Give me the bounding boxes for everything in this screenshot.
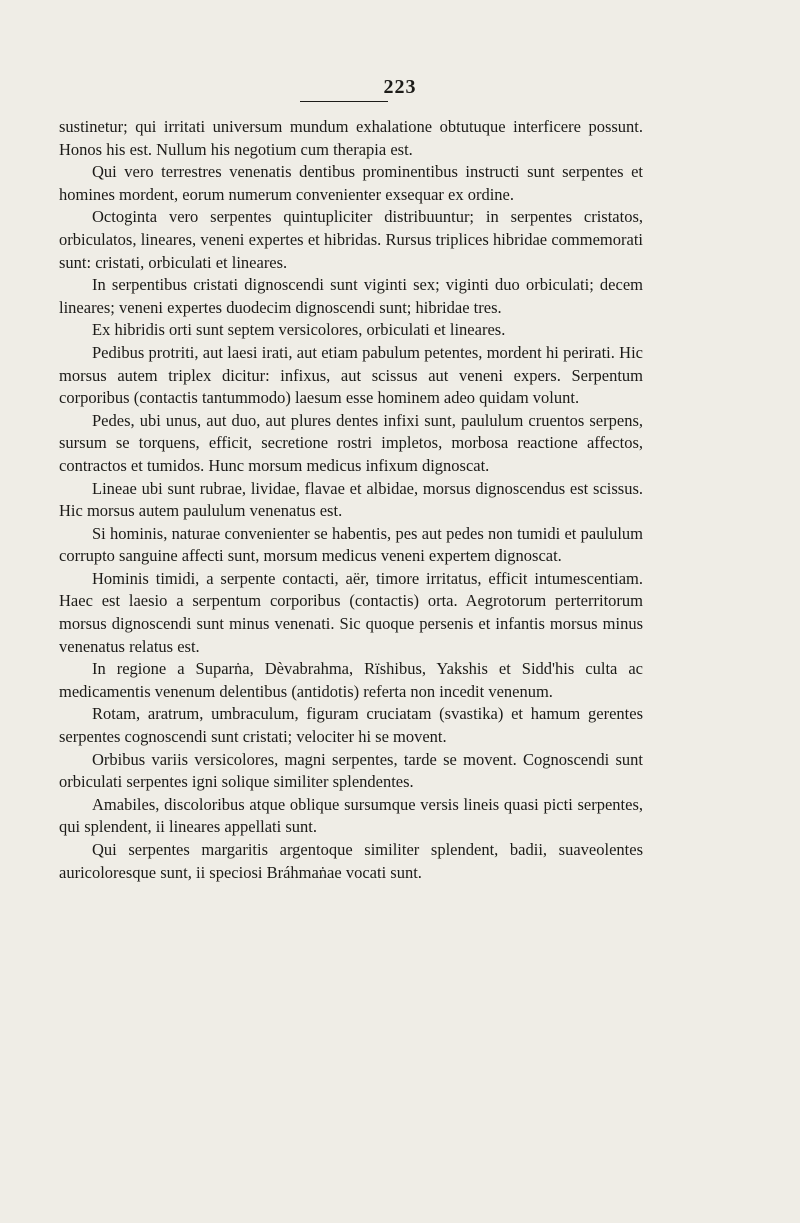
paragraph: sustinetur; qui irritati universum mundum exhalatione obtutuque interficere possunt. Honos his est. Nullum his negotium cum therapia est. (59, 117, 643, 159)
paragraph: Pedes, ubi unus, aut duo, aut plures dentes infixi sunt, paululum cruentos serpens, sursum se torquens, efficit, secretione rostri impletos, morbosa reactione affectos, contractos et tumidos. Hunc morsum medicus infixum dignoscat. (59, 410, 643, 475)
paragraph: Hominis timidi, a serpente contacti, aër, timore irritatus, efficit intumescentiam. Haec est laesio a serpentum corporibus (contactis) orta. Aegrotorum perterritorum morsus dignoscendi sunt minus venenati. Sic quoque persenis et infantis morsus minus venenatus relatus est. (59, 568, 643, 656)
paragraph: Amabiles, discoloribus atque oblique sursumque versis lineis quasi picti serpentes, qui splendent, ii lineares appellati sunt. (59, 794, 643, 837)
paragraph: In serpentibus cristati dignoscendi sunt viginti sex; viginti duo orbiculati; decem lineares; veneni expertes duodecim dignoscendi sunt; hibridae tres. (59, 275, 643, 317)
paragraph: Qui serpentes margaritis argentoque similiter splendent, badii, suaveolentes auricoloresque sunt, ii speciosi Bráhmaṅae vocati sunt. (59, 840, 643, 882)
paragraph: Lineae ubi sunt rubrae, lividae, flavae et albidae, morsus dignoscendus est scissus. Hic morsus autem paululum venenatus est. (59, 478, 643, 521)
paragraph: Ex hibridis orti sunt septem versicolores, orbiculati et lineares. (92, 320, 506, 340)
paragraph: Pedibus protriti, aut laesi irati, aut etiam pabulum petentes, mordent hi perirati. Hic morsus autem triplex dicitur: infixus, aut scissus aut veneni expers. Serpentum corporibus (contactis tantummodo) laesum esse hominem adeo quidam volunt. (59, 342, 643, 408)
paragraph: Octoginta vero serpentes quintupliciter distribuuntur; in serpentes cristatos, orbiculatos, lineares, veneni expertes et hibridas. Rursus triplices hibridae commemorati sunt: cristati, orbiculati et lineares. (59, 207, 643, 272)
paragraph: Si hominis, naturae convenienter se habentis, pes aut pedes non tumidi et paululum corrupto sanguine affecti sunt, morsum medicus veneni expertem dignoscat. (59, 523, 643, 566)
paragraph: Qui vero terrestres venenatis dentibus prominentibus instructi sunt serpentes et homines mordent, eorum numerum convenienter exsequar ex ordine. (59, 162, 643, 204)
paragraph: Orbibus variis versicolores, magni serpentes, tarde se movent. Cognoscendi sunt orbiculati serpentes igni solique similiter splendentes. (59, 749, 643, 792)
body-text (59, 116, 643, 884)
page-number-rule (300, 101, 388, 102)
page-number: 223 (383, 76, 417, 98)
paragraph: Rotam, aratrum, umbraculum, figuram cruciatam (svastika) et hamum gerentes serpentes cognoscendi sunt cristati; velociter hi se movent. (59, 704, 643, 747)
paragraph: In regione a Suparṅa, Dèvabrahma, Rïshibus, Yakshis et Sidd'his culta ac medicamentis venenum delentibus (antidotis) referta non incedit venenum. (59, 659, 643, 701)
